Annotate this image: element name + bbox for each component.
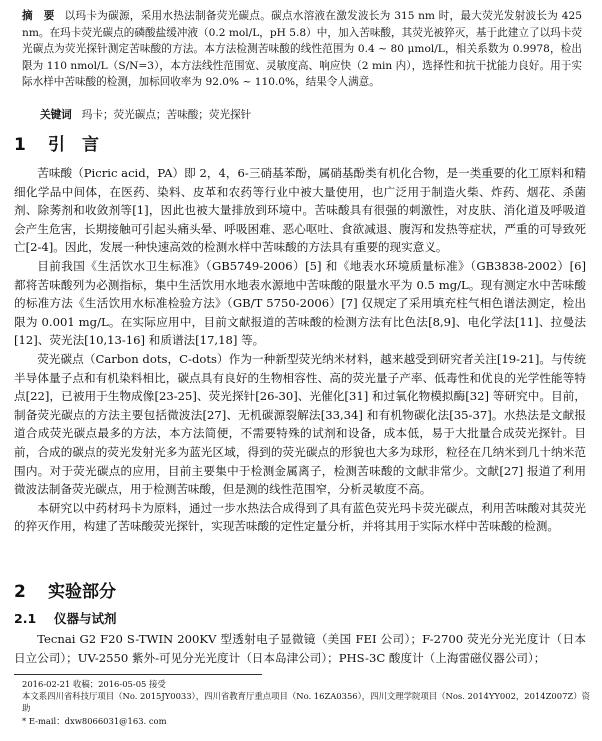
abstract [22,8,582,91]
abstract-label: 摘 要 [22,10,55,22]
section-1-heading [14,134,99,156]
paragraph: 苦味酸（Picric acid，PA）即 2，4，6-三硝基苯酚，属硝基酚类有机化合物，是一类重要的化工原料和精细化学品中间体，在医药、染料、皮革和农药等行业中被大量使用，也广泛用于制造火柴、炸药、烟花、杀菌剂、除莠剂和收敛剂等[1]，因此也被大量排放到环境中。苦味酸具有很强的刺激性，对皮肤、消化道及呼吸道会产生危害，长期接触可引起头痛头晕、呼吸困难、恶心呕吐、食欲减退、腹泻和发热等症状，严重的可导致死亡[2-4]。因此，发展一种快速高效的检测水样中苦味酸的方法具有重要的现实意义。 [14,166,586,255]
section-1-body [14,164,586,536]
section-1-title: 引 言 [48,135,99,155]
section-2-title: 实验部分 [48,582,116,602]
footnote-received: 2016-02-21 收稿；2016-05-05 接受 [22,679,166,689]
footnote-funding: 本文系四川省科技厅项目（No. 2015JY0033），四川省教育厅重点项目（No. 16ZA0356），四川文理学院项目（Nos. 2014YY002，2014Z007Z）资助 [22,691,590,714]
section-1-number: 1 [14,135,26,155]
footnote-divider [14,674,262,675]
subsection-2-1-body [14,630,586,667]
section-2-heading [14,581,116,603]
subsection-2-1-number: 2.1 [14,611,37,626]
paragraph: 荧光碳点（Carbon dots，C-dots）作为一种新型荧光纳米材料，越来越受到研究者关注[19-21]。与传统半导体量子点和有机染料相比，碳点具有良好的生物相容性、高的荧光量子产率、低毒性和优良的光学性能等特点[22]，已被用于生物成像[23-25]、荧光探针[26-30]、光催化[31] 和过氧化物模拟酶[32] 等研究中。目前，制备荧光碳点的方法主要包括微波法[27]、无机碳源裂解法[33,34] 和有机物碳化法[35-37]。水热法是文献报道合成荧光碳点最多的方法，本方法简便，不需要特殊的试剂和设备，成本低，易于大批量合成荧光探针。目前，合成的碳点的荧光发射光多为蓝光区域，得到的荧光碳点的形貌也大多为球形，粒径在几纳米到几十纳米范围内。对于荧光碳点的应用，目前主要集中于检测金属离子，检测苦味酸的文献非常少。文献[27] 报道了利用微波法制备荧光碳点，用于检测苦味酸，但是测的线性范围窄，分析灵敏度不高。 [14,351,586,497]
paragraph: 本研究以中药材玛卡为原料，通过一步水热法合成得到了具有蓝色荧光玛卡荧光碳点，利用苦味酸对其荧光的猝灭作用，构建了苦味酸荧光探针，实现苦味酸的定性定量分析，并将其用于实际水样中苦味酸的检测。 [14,500,586,534]
keywords-label: 关键词 [40,109,72,121]
keywords-text: 玛卡；荧光碳点；苦味酸；荧光探针 [81,109,252,121]
paragraph: Tecnai G2 F20 S-TWIN 200KV 型透射电子显微镜（美国 FEI 公司）；F-2700 荧光分光光度计（日本日立公司）；UV-2550 紫外-可见分光光度计（日本岛津公司）；PHS-3C 酸度计（上海雷磁仪器公司）； [14,632,586,665]
keywords [40,108,580,123]
section-2-number: 2 [14,582,26,602]
abstract-text: 以玛卡为碳源，采用水热法制备荧光碳点。碳点水溶液在激发波长为 315 nm 时，最大荧光发射波长为 425 nm。在玛卡荧光碳点的磷酸盐缓冲液（0.2 mol/L，pH 5.8）中，加入苦味酸，其荧光被猝灭，基于此建立了以玛卡荧光碳点为荧光探针测定苦味酸的方法。本方法检测苦味酸的线性范围为 0.4 ~ 80 μmol/L，相关系数为 0.9978，检出限为 110 nmol/L（S/N=3），本方法线性范围宽、灵敏度高、响应快（2 min 内），选择性和抗干扰能力良好。用于实际水样中苦味酸的检测，加标回收率为 92.0% ~ 110.0%，结果令人满意。 [22,10,583,89]
footnote-email: * E-mail：dxw8066031@163. com [22,715,167,726]
subsection-2-1-heading [14,611,117,627]
footnotes [22,678,592,727]
paragraph: 目前我国《生活饮水卫生标准》（GB5749-2006）[5] 和《地表水环境质量标准》（GB3838-2002）[6] 都将苦味酸列为必测指标，集中生活饮用水地表水源地中苦味酸的限量水平为 0.5 mg/L。现有测定水中苦味酸的标准方法《生活饮用水标准检验方法》（GB/T 5750-2006）[7] 仅规定了采用填充柱气相色谱法测定，检出限为 0.001 mg/L。在实际应用中，目前文献报道的苦味酸的检测方法有比色法[8,9]、电化学法[11]、拉曼法[12]、荧光法[10,13-16] 和质谱法[17,18] 等。 [14,258,586,348]
subsection-2-1-title: 仪器与试剂 [54,611,117,626]
